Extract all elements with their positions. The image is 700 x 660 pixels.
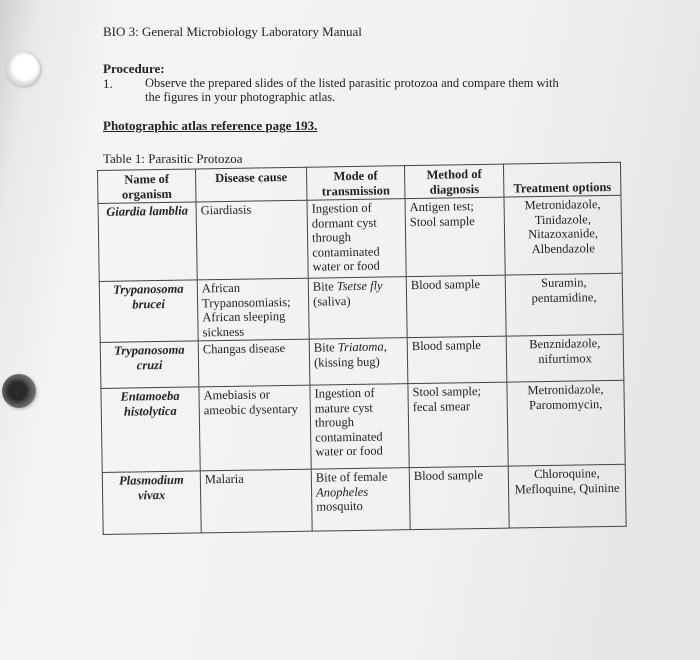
step-number: 1. <box>103 76 113 91</box>
header-transmission: Mode of transmission <box>306 166 405 201</box>
transmission-species: Tsetse fly <box>336 278 383 294</box>
cell-treatment: Suramin, pentamidine, <box>505 273 623 336</box>
table-row <box>99 273 623 342</box>
cell-treatment: Metronidazole, Tinidazole, Nitazoxanide, Albendazole <box>504 195 622 275</box>
header-disease: Disease cause <box>195 167 307 202</box>
transmission-text-tail: (kissing bug) <box>313 354 380 370</box>
cell-transmission <box>307 199 406 279</box>
header-diagnosis: Method of diagnosis <box>404 164 504 199</box>
cell-disease: African Trypanosomiasis; African sleeping sickness <box>197 278 309 341</box>
table-row <box>101 380 625 472</box>
cell-organism: Trypanosoma brucei <box>99 280 198 343</box>
transmission-text-tail: mosquito <box>316 498 363 514</box>
binder-ring-hole <box>6 52 40 86</box>
cell-diagnosis: Stool sample; fecal smear <box>408 382 508 468</box>
cell-organism: Giardia lamblia <box>98 202 197 282</box>
cell-treatment: Benznidazole, nifurtimox <box>506 334 624 382</box>
cell-transmission <box>308 277 407 340</box>
transmission-text: Ingestion of dormant cyst through contaminated water or food <box>311 200 380 274</box>
step-text: Observe the prepared slides of the listed parasitic protozoa and compare them with the figures in your photographic atlas. <box>145 76 559 104</box>
table-row <box>102 464 626 534</box>
cell-organism: Plasmodium vivax <box>102 471 201 535</box>
cell-transmission <box>310 384 409 470</box>
header-organism: Name of organism <box>98 169 197 204</box>
transmission-text: Bite <box>313 340 338 355</box>
cell-disease: Giardiasis <box>196 200 308 280</box>
page-header: BIO 3: General Microbiology Laboratory Manual <box>103 24 362 39</box>
transmission-text: Ingestion of mature cyst through contaminated water or food <box>314 385 383 459</box>
cell-diagnosis: Blood sample <box>409 466 509 530</box>
cell-transmission <box>309 338 408 386</box>
cell-treatment: Metronidazole, Paromomycin, <box>507 380 625 466</box>
transmission-text: Bite of female <box>315 469 388 485</box>
header-treatment: Treatment options <box>503 162 621 197</box>
table-caption: Table 1: Parasitic Protozoa <box>103 151 243 166</box>
cell-organism: Entamoeba histolytica <box>101 387 200 473</box>
binder-ring-hole <box>2 374 36 408</box>
cell-treatment: Chloroquine, Mefloquine, Quinine <box>508 464 626 528</box>
cell-diagnosis: Blood sample <box>406 275 506 338</box>
cell-disease: Malaria <box>200 469 312 533</box>
transmission-species: Anopheles <box>315 484 369 500</box>
cell-transmission <box>311 468 410 532</box>
transmission-species: Triatoma, <box>337 339 387 355</box>
procedure-title: Procedure: <box>103 61 165 76</box>
cell-disease: Amebiasis or ameobic dysentary <box>199 385 311 471</box>
atlas-reference: Photographic atlas reference page 193. <box>103 118 318 133</box>
protozoa-table <box>97 162 626 528</box>
cell-organism: Trypanosoma cruzi <box>100 341 199 389</box>
transmission-text: Bite <box>312 279 337 294</box>
cell-diagnosis: Blood sample <box>407 336 507 384</box>
cell-disease: Changas disease <box>198 339 310 387</box>
table-row <box>100 334 624 388</box>
cell-diagnosis: Antigen test; Stool sample <box>405 197 505 277</box>
transmission-text-tail: (saliva) <box>312 293 351 309</box>
table-row <box>98 195 622 281</box>
